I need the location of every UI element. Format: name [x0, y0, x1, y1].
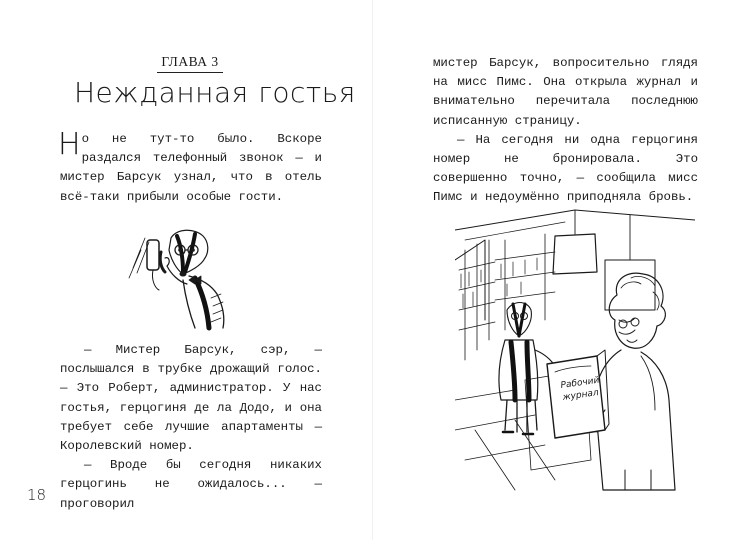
dialog-paragraphs — [60, 341, 322, 514]
page-number: 18 — [27, 486, 47, 504]
logbook-label-line2: журнал — [562, 388, 600, 403]
left-paragraph-2: — Вроде бы сегодня никаких герцогинь не ожидалось... — проговорил — [60, 458, 322, 511]
intro-paragraph — [58, 127, 322, 207]
badger-phone-illustration — [125, 218, 255, 333]
reception-illustration — [455, 200, 695, 500]
chapter-label: ГЛАВА 3 — [157, 54, 223, 73]
logbook-label-line1: Рабочий — [560, 375, 601, 391]
right-paragraph-1: мистер Барсук, вопросительно глядя на мисс Пимс. Она открыла журнал и внимательно перечитала последнюю исписанную страницу. — [433, 56, 698, 128]
intro-text: о не тут-то было. Вскоре раздался телефонный звонок — и мистер Барсук узнал, что в отель всё-таки прибыли особые гости. — [60, 132, 322, 204]
left-paragraph-1: — Мистер Барсук, сэр, — послышался в трубке дрожащий голос. — Это Роберт, администратор. У нас гостья, герцогиня де ла Додо, и она требует себе лучшие апартаменты — Королевский номер. — [60, 343, 322, 454]
left-page — [0, 0, 372, 540]
right-paragraph-2: — На сегодня ни одна герцогиня номер не бронировала. Это совершенно точно, — сообщила мисс Пимс и недоумённо приподняла бровь. — [433, 132, 698, 205]
right-text-block — [433, 54, 698, 208]
chapter-title: Нежданная гостья — [74, 76, 356, 109]
right-page — [373, 0, 745, 540]
drop-cap: Н — [58, 127, 81, 162]
